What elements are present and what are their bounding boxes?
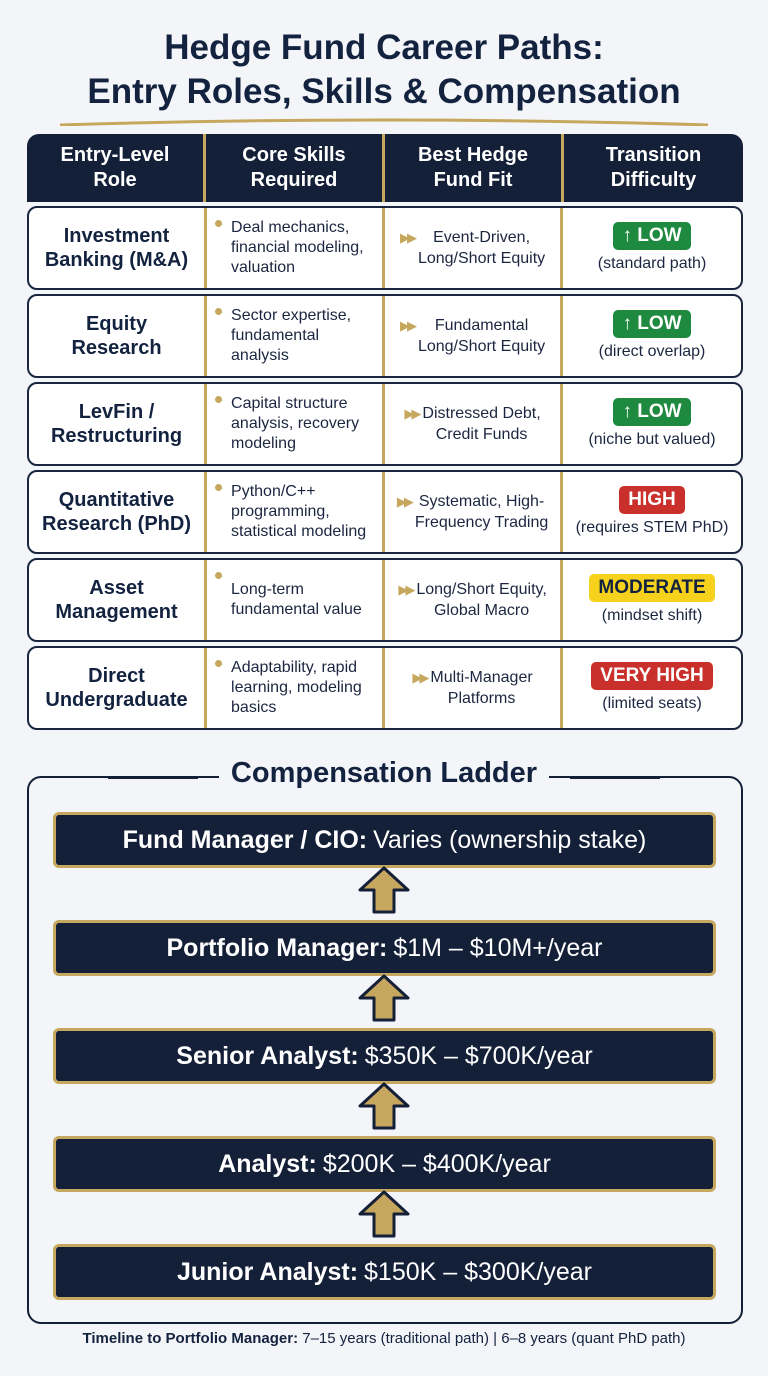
difficulty-note: (limited seats) <box>602 695 702 712</box>
fit-line: Global Macro <box>433 602 530 619</box>
fit-line: Long/Short Equity <box>417 250 546 267</box>
skill-line: learning, modeling <box>231 679 362 696</box>
cell-fit <box>385 648 563 728</box>
role-line: Undergraduate <box>45 689 188 711</box>
header-fit-line-1: Best Hedge <box>417 144 529 166</box>
fit-line: Systematic, High- <box>418 493 545 510</box>
cell-skills <box>207 384 385 464</box>
difficulty-badge: ↑ LOW <box>613 222 690 250</box>
step-role: Fund Manager / CIO: <box>122 825 368 854</box>
fit-text <box>422 403 540 445</box>
bullet-icon <box>215 220 222 227</box>
header-role <box>27 134 206 202</box>
ladder-step <box>53 812 716 868</box>
skill-line: Sector expertise, <box>231 307 352 324</box>
fit-line: Fundamental <box>434 317 529 334</box>
fit-line: Long/Short Equity <box>417 338 546 355</box>
header-difficulty-line-1: Transition <box>605 144 702 166</box>
ladder-title-line-right <box>570 776 660 779</box>
cell-difficulty <box>563 384 741 464</box>
up-arrow-icon <box>358 866 410 914</box>
header-role-line-1: Entry-Level <box>60 144 170 166</box>
difficulty-badge: ↑ LOW <box>613 310 690 338</box>
double-chevron-right-icon: ▶▶ <box>399 318 414 333</box>
difficulty-note: (mindset shift) <box>601 607 703 624</box>
step-pay: $200K – $400K/year <box>322 1149 551 1178</box>
step-role: Analyst: <box>218 1149 317 1178</box>
table-header <box>27 134 743 202</box>
skill-line: financial modeling, <box>231 239 364 256</box>
title-line-1: Hedge Fund Career Paths: <box>164 28 604 67</box>
step-pay: $350K – $700K/year <box>364 1041 593 1070</box>
header-skills-line-2: Required <box>250 169 338 191</box>
skills-text <box>231 218 364 278</box>
skill-line: Adaptability, rapid <box>231 659 358 676</box>
role-line: LevFin / <box>78 401 155 423</box>
fit-line: Multi-Manager <box>430 669 533 686</box>
cell-fit <box>385 208 563 288</box>
double-chevron-right-icon: ▶▶ <box>404 406 419 421</box>
header-fit <box>385 134 564 202</box>
ladder-step <box>53 1244 716 1300</box>
ladder-title: Compensation Ladder <box>219 757 549 789</box>
fit-text <box>430 667 532 709</box>
difficulty-badge: MODERATE <box>589 574 714 602</box>
bullet-icon <box>215 484 222 491</box>
cell-skills <box>207 648 385 728</box>
fit-line: Long/Short Equity, <box>416 581 547 598</box>
footer <box>0 1330 768 1347</box>
cell-difficulty <box>563 472 741 552</box>
fit-line: Distressed Debt, <box>422 405 541 422</box>
cell-role <box>29 208 207 288</box>
bullet-icon <box>215 396 222 403</box>
skill-line: fundamental value <box>231 601 362 618</box>
cell-skills <box>207 472 385 552</box>
ladder-title-line-left <box>108 776 198 779</box>
difficulty-badge: VERY HIGH <box>591 662 712 690</box>
skill-line: Deal mechanics, <box>231 219 350 236</box>
cell-difficulty <box>563 208 741 288</box>
cell-fit <box>385 384 563 464</box>
double-chevron-right-icon: ▶▶ <box>399 230 414 245</box>
cell-role <box>29 384 207 464</box>
step-pay: $1M – $10M+/year <box>393 933 603 962</box>
table-row <box>27 206 743 290</box>
cell-fit <box>385 296 563 376</box>
up-arrow-icon <box>358 1082 410 1130</box>
table-body <box>27 206 743 730</box>
cell-role <box>29 296 207 376</box>
role-line: Research <box>71 337 162 359</box>
cell-fit <box>385 560 563 640</box>
title-underline <box>60 118 708 126</box>
header-skills-line-1: Core Skills <box>242 144 346 166</box>
fit-line: Frequency Trading <box>414 514 549 531</box>
difficulty-badge: ↑ LOW <box>613 398 690 426</box>
table-row <box>27 470 743 554</box>
skill-line: Python/C++ <box>231 483 316 500</box>
fit-text <box>416 579 546 621</box>
table-row <box>27 558 743 642</box>
cell-difficulty <box>563 648 741 728</box>
skill-line: valuation <box>231 259 296 276</box>
cell-fit <box>385 472 563 552</box>
role-line: Investment <box>63 225 170 247</box>
cell-role <box>29 472 207 552</box>
title-line-2: Entry Roles, Skills & Compensation <box>87 72 681 111</box>
ladder-title-wrap <box>0 757 768 790</box>
step-role: Portfolio Manager: <box>166 933 388 962</box>
step-pay: $150K – $300K/year <box>364 1257 592 1286</box>
footer-text: 7–15 years (traditional path) | 6–8 years (quant PhD path) <box>298 1330 686 1347</box>
skills-text <box>231 306 351 366</box>
step-pay: Varies (ownership stake) <box>373 825 647 854</box>
role-line: Management <box>55 601 178 623</box>
skill-line: programming, <box>231 503 330 520</box>
double-chevron-right-icon: ▶▶ <box>396 494 411 509</box>
bullet-icon <box>215 572 222 579</box>
skills-text <box>231 394 359 454</box>
role-line: Equity <box>85 313 148 335</box>
up-arrow-icon <box>358 974 410 1022</box>
role-line: Restructuring <box>50 425 183 447</box>
bullet-icon <box>215 308 222 315</box>
header-difficulty-line-2: Difficulty <box>610 169 697 191</box>
double-chevron-right-icon: ▶▶ <box>412 670 427 685</box>
skill-line: basics <box>231 699 277 716</box>
bullet-icon <box>215 660 222 667</box>
cell-difficulty <box>563 560 741 640</box>
step-role: Junior Analyst: <box>176 1257 359 1286</box>
skill-line: analysis, recovery <box>231 415 360 432</box>
up-arrow-icon <box>358 1190 410 1238</box>
cell-difficulty <box>563 296 741 376</box>
ladder-step <box>53 1136 716 1192</box>
fit-line: Event-Driven, <box>433 229 531 246</box>
cell-role <box>29 648 207 728</box>
role-line: Quantitative <box>58 489 175 511</box>
footer-label: Timeline to Portfolio Manager: <box>82 1330 299 1347</box>
fit-line: Credit Funds <box>435 426 528 443</box>
fit-line: Platforms <box>447 690 516 707</box>
fit-text <box>418 315 545 357</box>
skills-text <box>231 580 362 620</box>
step-role: Senior Analyst: <box>176 1041 359 1070</box>
difficulty-note: (requires STEM PhD) <box>575 519 729 536</box>
difficulty-note: (direct overlap) <box>598 343 706 360</box>
fit-text <box>415 491 548 533</box>
skill-line: modeling <box>231 435 296 452</box>
ladder-step <box>53 1028 716 1084</box>
skills-text <box>231 658 362 718</box>
fit-text <box>418 227 545 269</box>
difficulty-note: (standard path) <box>597 255 707 272</box>
skill-line: analysis <box>231 347 289 364</box>
role-line: Asset <box>89 577 144 599</box>
career-paths-table <box>27 134 743 730</box>
cell-skills <box>207 296 385 376</box>
role-line: Direct <box>88 665 145 687</box>
role-line: Banking (M&A) <box>44 249 189 271</box>
skill-line: statistical modeling <box>231 523 367 540</box>
ladder-step <box>53 920 716 976</box>
skill-line: Long-term <box>231 581 304 598</box>
difficulty-badge: HIGH <box>619 486 685 514</box>
table-row <box>27 382 743 466</box>
page-title <box>0 26 768 114</box>
cell-role <box>29 560 207 640</box>
skill-line: fundamental <box>231 327 320 344</box>
difficulty-note: (niche but valued) <box>588 431 716 448</box>
cell-skills <box>207 208 385 288</box>
table-row <box>27 646 743 730</box>
cell-skills <box>207 560 385 640</box>
double-chevron-right-icon: ▶▶ <box>398 582 413 597</box>
header-role-line-2: Role <box>93 169 137 191</box>
role-line: Research (PhD) <box>42 513 191 535</box>
table-row <box>27 294 743 378</box>
skills-text <box>231 482 366 542</box>
skill-line: Capital structure <box>231 395 348 412</box>
header-fit-line-2: Fund Fit <box>433 169 513 191</box>
header-skills <box>206 134 385 202</box>
header-difficulty <box>564 134 743 202</box>
